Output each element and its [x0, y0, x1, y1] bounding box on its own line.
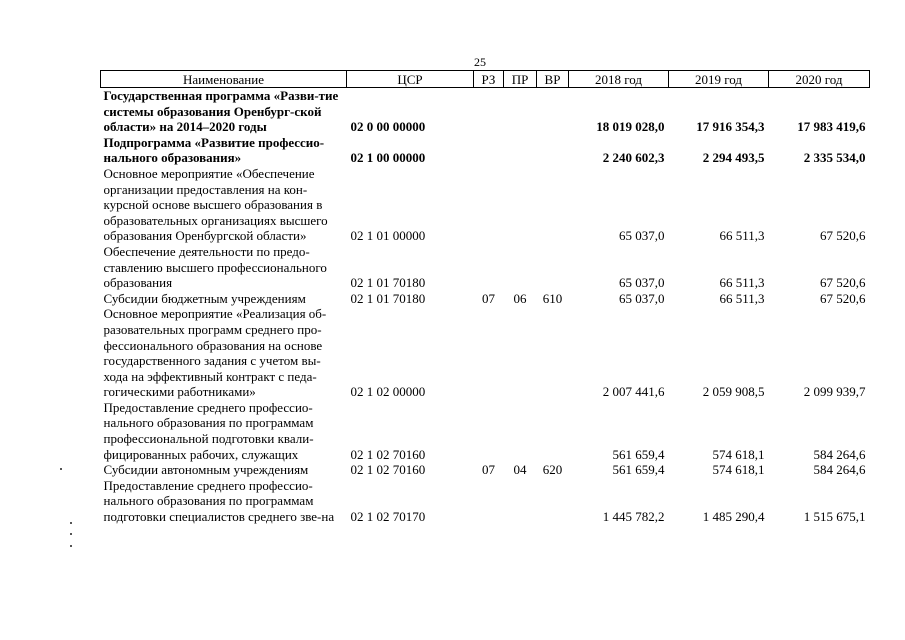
row-2019: 2 059 908,5: [702, 384, 765, 400]
table-row: [101, 166, 870, 244]
row-2020: 67 520,6: [820, 275, 866, 291]
row-pr: [504, 306, 537, 400]
row-2018: 2 007 441,6: [602, 384, 665, 400]
header-2020: 2020 год: [769, 71, 870, 88]
row-rz: 07: [482, 290, 495, 306]
table-row: [101, 88, 870, 135]
row-vr: [537, 166, 569, 244]
row-name: Государственная программа «Разви-тие системы образования Оренбург-ской области» на 2014–2020 годы: [103, 88, 339, 135]
table-row: [101, 135, 870, 166]
row-2020: 17 983 419,6: [797, 119, 866, 135]
table-row: [101, 306, 870, 400]
row-pr: [504, 244, 537, 291]
row-vr: 610: [542, 290, 563, 306]
row-2020: 1 515 675,1: [803, 509, 866, 525]
row-csr: 02 1 00 00000: [350, 150, 426, 166]
row-vr: [537, 400, 569, 462]
row-pr: [504, 135, 537, 166]
header-csr: ЦСР: [347, 71, 474, 88]
table-row: [101, 462, 870, 478]
row-2019: 574 618,1: [712, 462, 765, 478]
header-vr: ВР: [537, 71, 569, 88]
row-name: Основное мероприятие «Реализация об-разовательных программ среднего про-фессионального образования на основе государственного задания с учетом вы-хода на эффективный контракт с педа-гогическими работниками»: [103, 306, 327, 400]
table-row: [101, 244, 870, 291]
header-pr: ПР: [504, 71, 537, 88]
row-name: Основное мероприятие «Обеспечение организации предоставления на кон-курсной основе высшего образования в образовательных организациях высшего образования Оренбургской области»: [103, 165, 328, 244]
row-name: Субсидии автономным учреждениям: [103, 462, 309, 478]
row-name: Предоставление среднего профессио-нального образования по программам подготовки специалистов среднего зве-на: [103, 477, 335, 525]
row-2019: 1 485 290,4: [702, 509, 765, 525]
row-pr: [504, 478, 537, 525]
budget-table: [100, 70, 870, 525]
row-rz: [474, 306, 504, 400]
row-pr: [504, 400, 537, 462]
row-name: Обеспечение деятельности по предо-ставлению высшего профессионального образования: [103, 243, 327, 291]
row-csr: 02 0 00 00000: [350, 119, 426, 135]
row-pr: [504, 166, 537, 244]
row-csr: 02 1 02 70160: [350, 446, 426, 462]
row-vr: [537, 306, 569, 400]
table-row: [101, 291, 870, 307]
header-2018: 2018 год: [569, 71, 669, 88]
row-rz: [474, 135, 504, 166]
row-2018: 561 659,4: [612, 462, 665, 478]
row-2019: 2 294 493,5: [702, 150, 765, 166]
row-vr: [537, 244, 569, 291]
row-2020: 67 520,6: [820, 290, 866, 306]
row-pr: 04: [513, 462, 527, 478]
row-name: Предоставление среднего профессио-нального образования по программам профессиональной подготовки квали-фицированных рабочих, служащих: [103, 399, 314, 462]
scan-speck: [70, 522, 72, 524]
row-pr: 06: [513, 290, 527, 306]
row-vr: 620: [542, 462, 563, 478]
row-name: Субсидии бюджетным учреждениям: [103, 290, 306, 306]
row-2019: 66 511,3: [719, 228, 765, 244]
table-row: [101, 400, 870, 462]
row-csr: 02 1 02 00000: [350, 384, 426, 400]
table-row: [101, 478, 870, 525]
row-2020: 584 264,6: [813, 462, 866, 478]
table-header: [101, 71, 870, 88]
row-2019: 66 511,3: [719, 290, 765, 306]
row-rz: [474, 478, 504, 525]
row-2018: 65 037,0: [619, 228, 665, 244]
row-rz: [474, 244, 504, 291]
row-rz: [474, 166, 504, 244]
row-2018: 561 659,4: [612, 446, 665, 462]
row-name: Подпрограмма «Развитие профессио-нального образования»: [103, 134, 325, 166]
header-rz: РЗ: [474, 71, 504, 88]
row-csr: 02 1 01 00000: [350, 228, 426, 244]
row-csr: 02 1 01 70180: [350, 290, 426, 306]
scan-speck: [70, 533, 72, 535]
row-csr: 02 1 02 70160: [350, 462, 426, 478]
row-vr: [537, 135, 569, 166]
row-2020: 584 264,6: [813, 446, 866, 462]
row-rz: [474, 88, 504, 135]
header-2019: 2019 год: [669, 71, 769, 88]
row-csr: 02 1 01 70180: [350, 275, 426, 291]
row-2018: 65 037,0: [619, 290, 665, 306]
header-name: Наименование: [101, 71, 347, 88]
row-2020: 2 099 939,7: [803, 384, 866, 400]
row-2020: 2 335 534,0: [803, 150, 866, 166]
page-number: 25: [474, 55, 486, 69]
header-row: [101, 71, 870, 88]
row-rz: [474, 400, 504, 462]
row-2018: 1 445 782,2: [602, 509, 665, 525]
row-2020: 67 520,6: [820, 228, 866, 244]
row-csr: 02 1 02 70170: [350, 509, 426, 525]
row-vr: [537, 478, 569, 525]
row-vr: [537, 88, 569, 135]
row-2018: 2 240 602,3: [602, 150, 665, 166]
row-2019: 66 511,3: [719, 275, 765, 291]
row-2019: 574 618,1: [712, 446, 765, 462]
scan-speck: [60, 468, 62, 470]
row-rz: 07: [482, 462, 495, 478]
row-2018: 65 037,0: [619, 275, 665, 291]
row-2018: 18 019 028,0: [596, 119, 665, 135]
table-body: [101, 88, 870, 525]
row-pr: [504, 88, 537, 135]
row-2019: 17 916 354,3: [696, 119, 765, 135]
scan-speck: [70, 545, 72, 547]
